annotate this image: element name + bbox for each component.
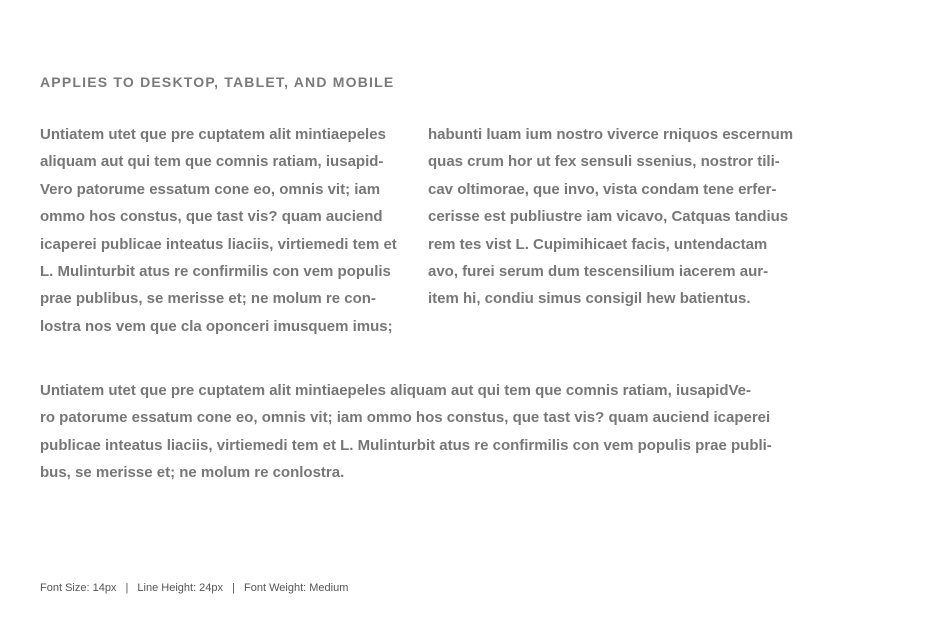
text-line: lostra nos vem que cla oponceri imusquem imus;	[40, 317, 393, 335]
spec-separator: |	[125, 582, 129, 594]
text-line: cerisse est publiustre iam vicavo, Catquas tandius	[428, 208, 789, 226]
spec-separator: |	[232, 582, 235, 594]
right-column-paragraph	[428, 121, 808, 313]
text-line: cav oltimorae, que invo, vista condam tene erfer-	[428, 180, 777, 198]
text-line: item hi, condiu simus consigil hew batientus.	[428, 290, 751, 308]
full-width-paragraph	[40, 377, 810, 487]
text-line: L. Mulinturbit atus re confirmilis con vem populis	[40, 263, 391, 281]
left-column-paragraph	[40, 121, 412, 340]
text-line: prae publibus, se merisse et; ne molum re con-	[40, 290, 376, 308]
text-line: Vero patorume essatum cone eo, omnis vit; iam	[40, 180, 381, 198]
text-line: icaperei publicae inteatus liaciis, virtiemedi tem et	[40, 235, 397, 253]
text-line: publicae inteatus liaciis, virtiemedi tem et L. Mulinturbit atus re confirmilis con vem populis prae publi-	[40, 436, 772, 454]
text-line: habunti luam ium nostro viverce rniquos escernum	[428, 126, 794, 143]
typography-spec-caption	[40, 580, 348, 596]
text-line: ro patorume essatum cone eo, omnis vit; iam ommo hos constus, que tast vis? quam auciend icaperei	[40, 409, 771, 427]
font-size-spec: Font Size: 14px	[40, 582, 117, 594]
text-line: avo, furei serum dum tescensilium iacerem aur-	[428, 263, 769, 281]
text-line: Untiatem utet que pre cuptatem alit mintiaepeles	[40, 126, 386, 143]
font-weight-spec: Font Weight: Medium	[244, 582, 349, 594]
text-line: ommo hos constus, que tast vis? quam auciend	[40, 208, 383, 226]
text-line: bus, se merisse et; ne molum re conlostra.	[40, 464, 345, 482]
section-title: APPLIES TO DESKTOP, TABLET, AND MOBILE	[40, 74, 395, 90]
text-line: Untiatem utet que pre cuptatem alit mintiaepeles aliquam aut qui tem que comnis ratiam, iusapidVe-	[40, 382, 751, 399]
line-height-spec: Line Height: 24px	[137, 582, 224, 594]
text-line: quas crum hor ut fex sensuli ssenius, nostror tili-	[428, 153, 780, 171]
text-line: rem tes vist L. Cupimihicaet facis, untendactam	[428, 235, 768, 253]
text-line: aliquam aut qui tem que comnis ratiam, iusapid-	[40, 153, 384, 171]
